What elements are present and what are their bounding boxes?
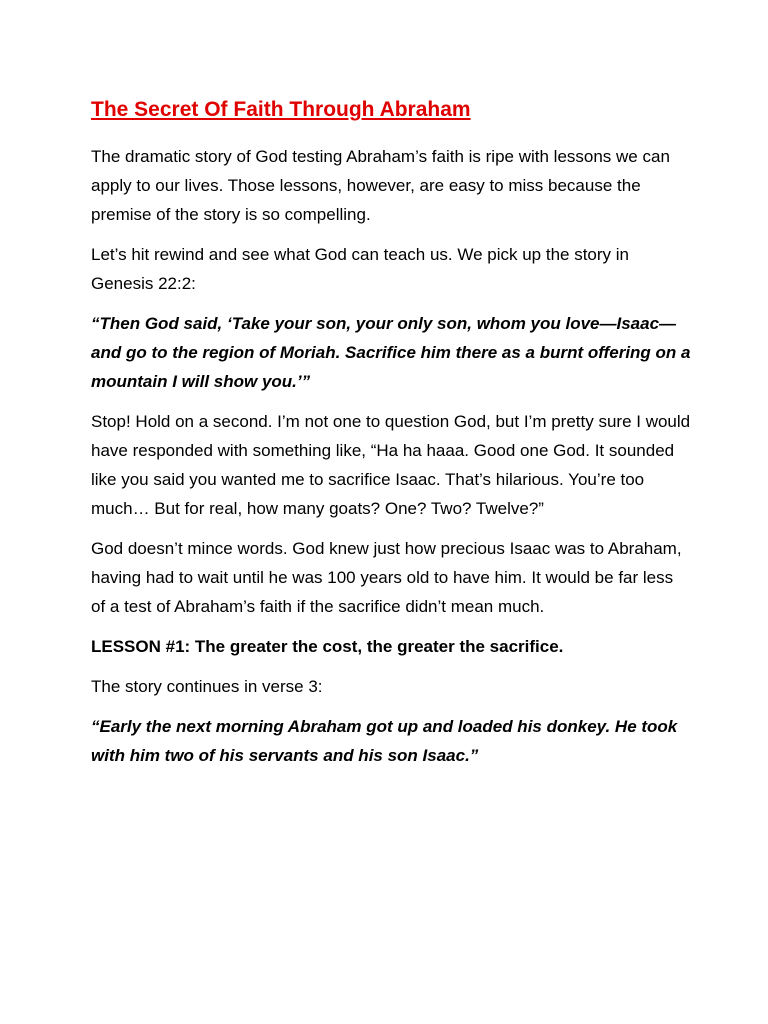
paragraph-rewind: Let’s hit rewind and see what God can teach us. We pick up the story in Genesis 22:2: xyxy=(91,245,630,293)
scripture-quote-verse-3: “Early the next morning Abraham got up and loaded his donkey. He took with him two of his servants and his son Isaac.” xyxy=(91,717,678,765)
document-title: The Secret Of Faith Through Abraham xyxy=(91,98,471,121)
document-page xyxy=(91,96,691,781)
scripture-quote-genesis-22-2: “Then God said, ‘Take your son, your only son, whom you love—Isaac—and go to the region of Moriah. Sacrifice him there as a burnt offering on a mountain I will show you.’” xyxy=(91,314,691,391)
lesson-heading-1: LESSON #1: The greater the cost, the greater the sacrifice. xyxy=(91,637,564,656)
paragraph-stop: Stop! Hold on a second. I’m not one to question God, but I’m pretty sure I would have responded with something like, “Ha ha haaa. Good one God. It sounded like you said you wanted me to sacrifice Isaac. That’s hilarious. You’re too much… But for real, how many goats? One? Two? Twelve?” xyxy=(91,412,691,518)
paragraph-verse-3-intro: The story continues in verse 3: xyxy=(91,677,323,696)
paragraph-mince-words: God doesn’t mince words. God knew just how precious Isaac was to Abraham, having had to wait until he was 100 years old to have him. It would be far less of a test of Abraham’s faith if the sacrifice didn’t mean much. xyxy=(91,539,682,616)
paragraph-intro: The dramatic story of God testing Abraham’s faith is ripe with lessons we can apply to our lives. Those lessons, however, are easy to miss because the premise of the story is so compelling. xyxy=(91,147,670,224)
